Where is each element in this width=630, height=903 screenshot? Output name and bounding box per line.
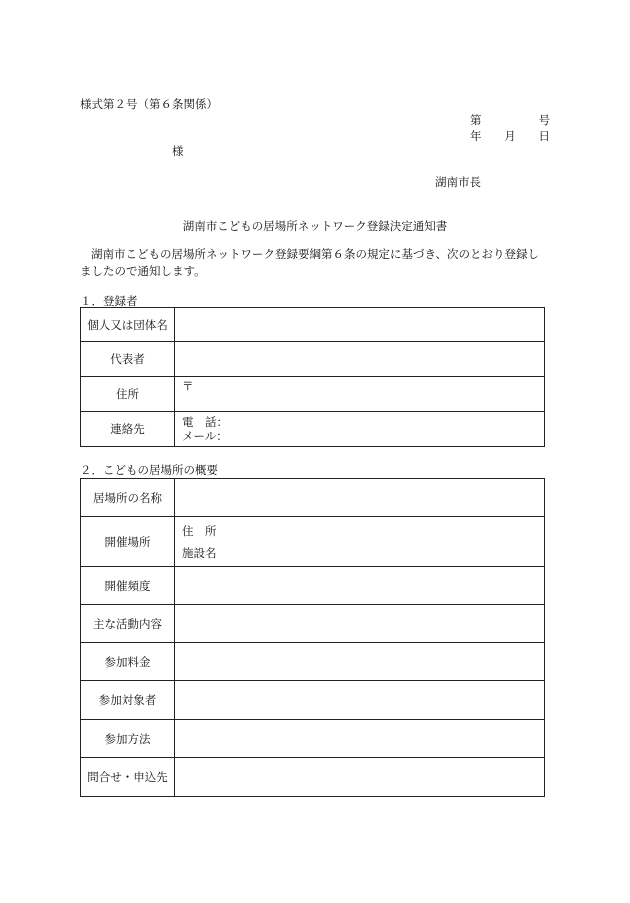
row-value xyxy=(175,758,545,797)
table-row xyxy=(81,758,545,797)
date-year: 年 xyxy=(470,129,482,143)
row-label: 代表者 xyxy=(81,342,175,377)
sender: 湖南市長 xyxy=(435,175,481,189)
overview-table xyxy=(80,478,545,797)
table-row xyxy=(81,517,545,567)
table-row xyxy=(81,720,545,758)
document-title: 湖南市こどもの居場所ネットワーク登録決定通知書 xyxy=(182,219,448,233)
row-label: 連絡先 xyxy=(81,412,175,447)
date-month: 月 xyxy=(504,129,516,143)
row-label: 問合せ・申込先 xyxy=(81,758,175,797)
row-value xyxy=(175,517,545,567)
row-value xyxy=(175,681,545,720)
row-value xyxy=(175,567,545,605)
row-value xyxy=(175,720,545,758)
table-row xyxy=(81,643,545,681)
form-number: 様式第２号（第６条関係） xyxy=(80,97,218,111)
row-value xyxy=(175,342,545,377)
row-value xyxy=(175,377,545,412)
date-day: 日 xyxy=(538,129,550,143)
row-label: 主な活動内容 xyxy=(81,605,175,643)
number-prefix: 第 xyxy=(470,113,482,127)
row-label: 居場所の名称 xyxy=(81,479,175,517)
table-row xyxy=(81,342,545,377)
section2-heading: ２．こどもの居場所の概要 xyxy=(80,463,218,477)
registrant-table xyxy=(80,307,545,447)
row-label: 開催頻度 xyxy=(81,567,175,605)
document-number-line xyxy=(470,112,550,128)
row-value xyxy=(175,643,545,681)
row-label: 開催場所 xyxy=(81,517,175,567)
table-row xyxy=(81,567,545,605)
date-line xyxy=(470,128,550,144)
body-text: 湖南市こどもの居場所ネットワーク登録要綱第６条の規定に基づき、次のとおり登録しましたので通知します。 xyxy=(80,247,540,278)
row-value xyxy=(175,412,545,447)
postal-mark: 〒 xyxy=(182,379,194,393)
row-value xyxy=(175,479,545,517)
row-label: 参加料金 xyxy=(81,643,175,681)
table-row xyxy=(81,605,545,643)
number-suffix: 号 xyxy=(538,113,550,127)
table-row xyxy=(81,412,545,447)
row-label: 住所 xyxy=(81,377,175,412)
table-row xyxy=(81,377,545,412)
table-row xyxy=(81,479,545,517)
venue-address-label: 住 所 xyxy=(182,523,217,538)
row-label: 個人又は団体名 xyxy=(81,308,175,342)
row-label: 参加方法 xyxy=(81,720,175,758)
addressee: 様 xyxy=(172,144,184,158)
venue-facility-label: 施設名 xyxy=(182,545,217,560)
phone-label: 電 話： xyxy=(182,415,228,429)
table-row xyxy=(81,681,545,720)
table-row xyxy=(81,308,545,342)
row-value xyxy=(175,308,545,342)
email-label: メール： xyxy=(182,429,228,443)
row-value xyxy=(175,605,545,643)
section1-heading: １．登録者 xyxy=(80,294,138,308)
row-label: 参加対象者 xyxy=(81,681,175,720)
